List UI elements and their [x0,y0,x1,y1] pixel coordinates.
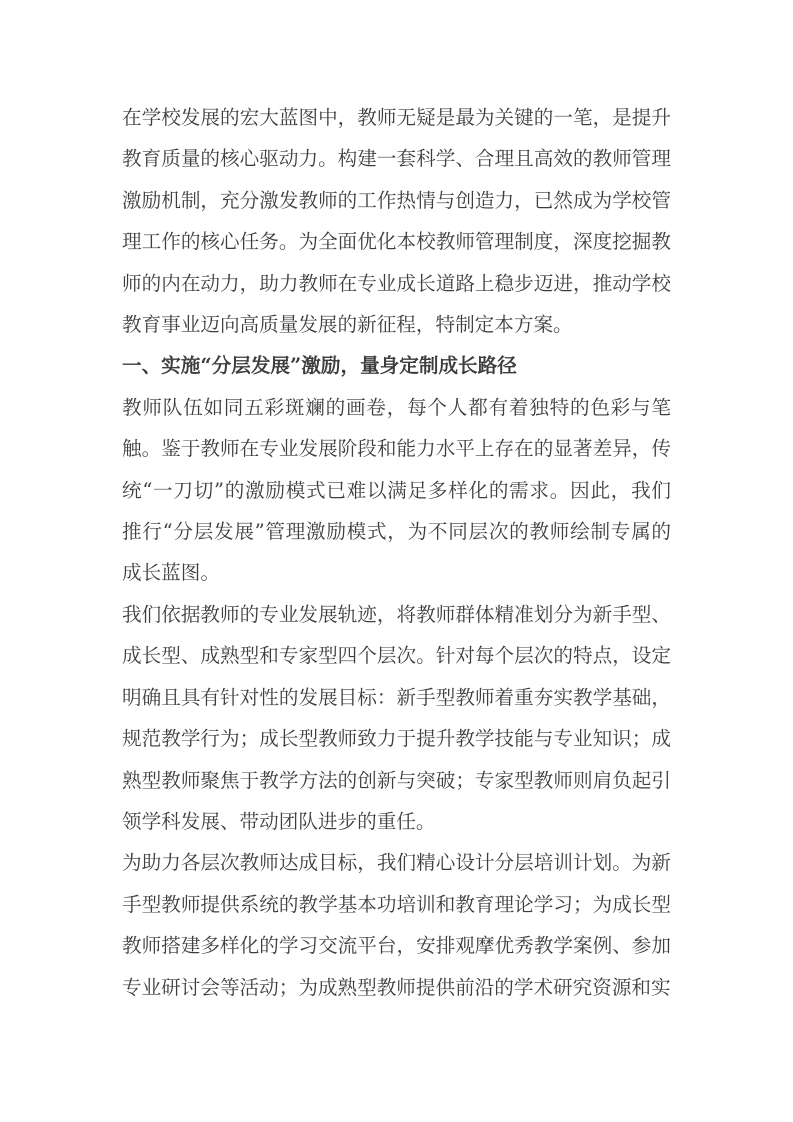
paragraph-teacher-diversity: 教师队伍如同五彩斑斓的画卷，每个人都有着独特的色彩与笔触。鉴于教师在专业发展阶段和能力水平上存在的显著差异，传统“一刀切”的激励模式已难以满足多样化的需求。因此，我们推行“分层发展”管理激励模式，为不同层次的教师绘制专属的成长蓝图。 [122,395,671,585]
document-body [122,97,671,1008]
section-heading-layered-development: 一、实施“分层发展”激励，量身定制成长路径 [122,354,517,378]
paragraph-training-plan: 为助力各层次教师达成目标，我们精心设计分层培训计划。为新手型教师提供系统的教学基本功培训和教育理论学习；为成长型教师搭建多样化的学习交流平台，安排观摩优秀教学案例、参加专业研讨会等活动；为成熟型教师提供前沿的学术研究资源和实 [122,851,671,999]
paragraph-intro: 在学校发展的宏大蓝图中，教师无疑是最为关键的一笔，是提升教育质量的核心驱动力。构建一套科学、合理且高效的教师管理激励机制，充分激发教师的工作热情与创造力，已然成为学校管理工作的核心任务。为全面优化本校教师管理制度，深度挖掘教师的内在动力，助力教师在专业成长道路上稳步迈进，推动学校教育事业迈向高质量发展的新征程，特制定本方案。 [122,106,671,337]
paragraph-teacher-tiers: 我们依据教师的专业发展轨迹，将教师群体精准划分为新手型、成长型、成熟型和专家型四个层次。针对每个层次的特点，设定明确且具有针对性的发展目标：新手型教师着重夯实教学基础，规范教学行为；成长型教师致力于提升教学技能与专业知识；成熟型教师聚焦于教学方法的创新与突破；专家型教师则肩负起引领学科发展、带动团队进步的重任。 [122,602,671,833]
